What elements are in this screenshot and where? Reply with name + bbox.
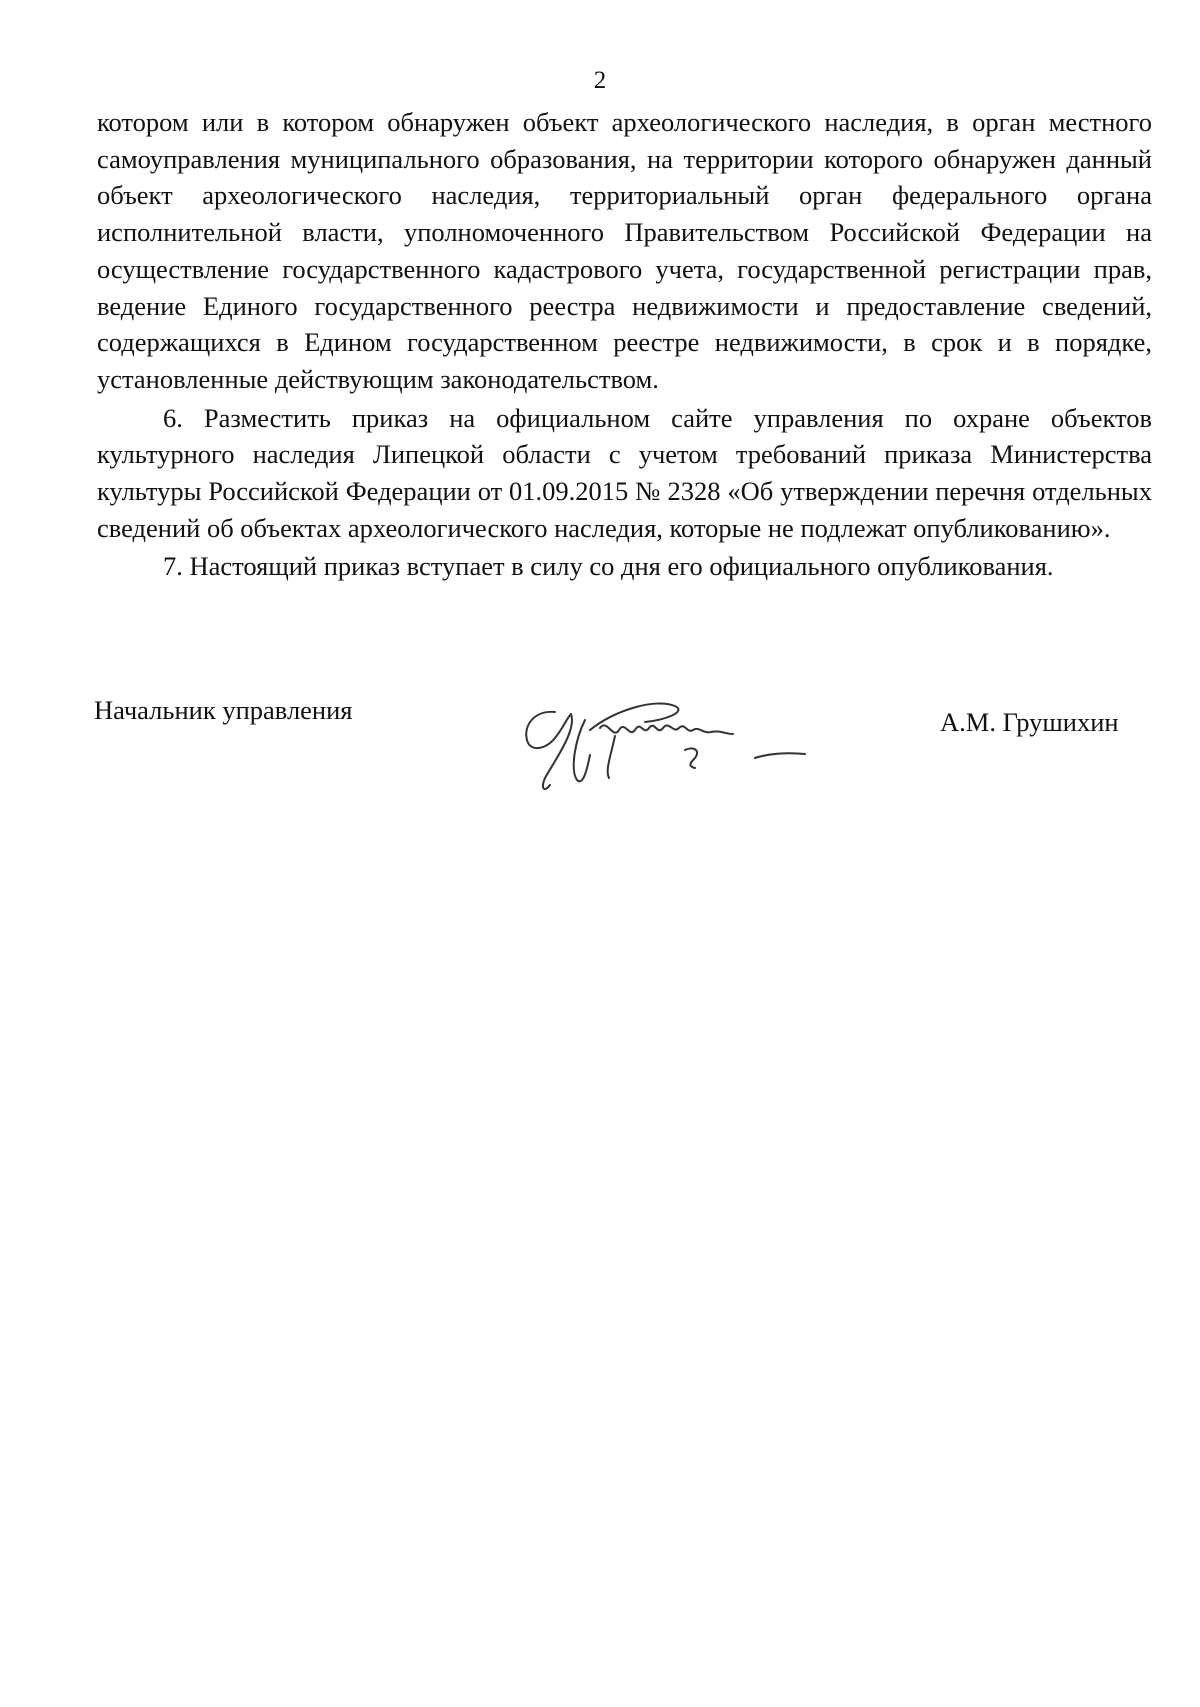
paragraph-continuation: котором или в котором обнаружен объект археологического наследия, в орган местного самоуправления муниципального образования, на территории которого обнаружен данный объект археологического наследия, территориальный орган федерального органа исполнительной власти, уполномоченного Правительством Российской Федерации на осуществление государственного кадастрового учета, государственной регистрации прав, ведение Единого государственного реестра недвижимости и предоставление сведений, содержащихся в Едином государственном реестре недвижимости, в срок и в порядке, установленные действующим законодательством. (97, 107, 1152, 394)
page-number: 2 (593, 67, 607, 94)
signatory-position: Начальник управления (94, 695, 353, 725)
document-body (97, 104, 1152, 585)
paragraph-item-7: 7. Настоящий приказ вступает в силу со дня его официального опубликования. (163, 551, 1054, 582)
paragraph-item-6: 6. Разместить приказ на официальном сайте управления по охране объектов культурного наследия Липецкой области с учетом требований приказа Министерства культуры Российской Федерации от 01.09.2015 № 2328 «Об утверждении перечня отдельных сведений об объектах археологического наследия, которые не подлежат опубликованию». (97, 402, 1152, 543)
signatory-name: А.М. Грушихин (940, 707, 1119, 737)
handwritten-signature-icon (515, 700, 875, 850)
